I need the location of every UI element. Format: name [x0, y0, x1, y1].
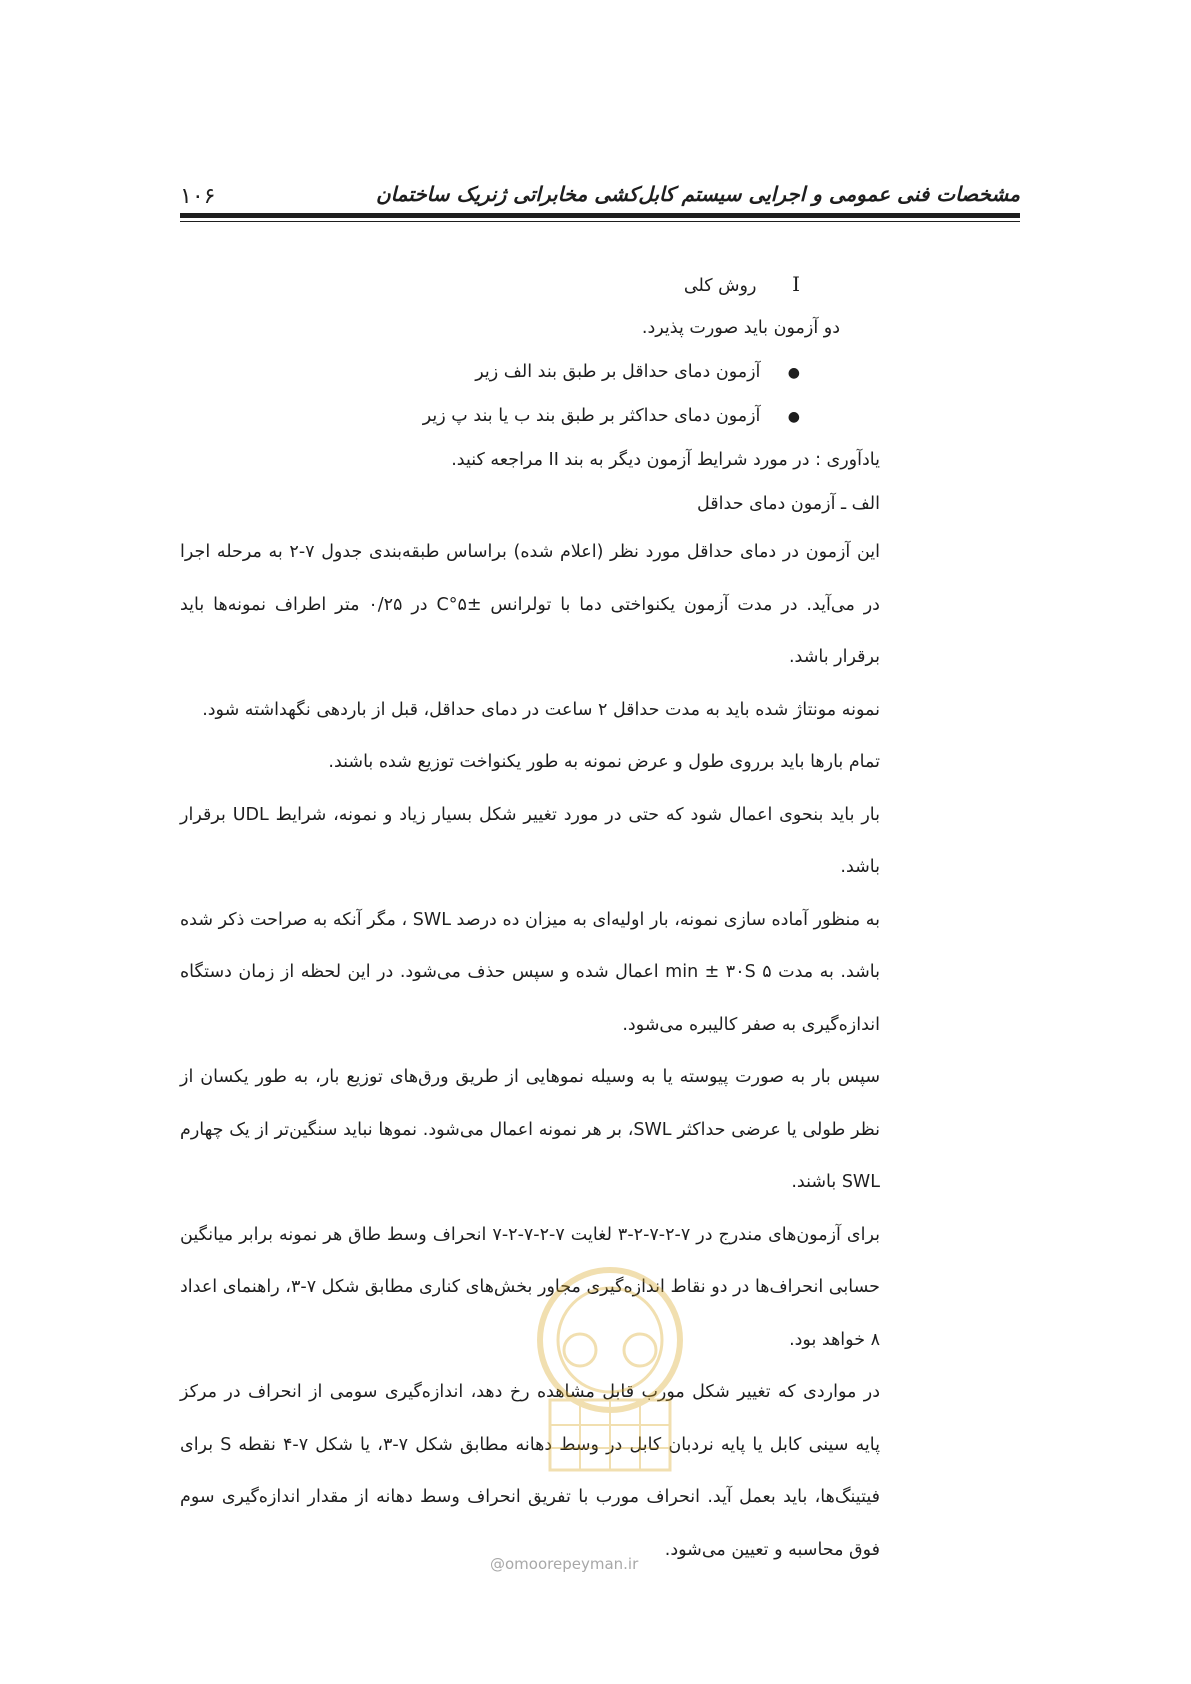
body-paragraph: تمام بارها باید برروی طول و عرض نمونه به طور یکنواخت توزیع شده باشند.	[328, 752, 880, 772]
running-title: مشخصات فنی عمومی و اجرایی سیستم کابل‌کشی مخابراتی ژنریک ساختمان	[375, 182, 1020, 206]
bullet-item	[180, 350, 800, 394]
section-heading	[180, 262, 800, 306]
intro-text: دو آزمون باید صورت پذیرد.	[641, 318, 840, 338]
page-body	[180, 262, 880, 1576]
bullet-text: آزمون دمای حداکثر بر طبق بند ب یا بند پ زیر	[422, 406, 761, 426]
bullet-dot-icon: ●	[787, 365, 800, 381]
body-paragraph: این آزمون در دمای حداقل مورد نظر (اعلام شده) براساس طبقه‌بندی جدول ۷-۲ به مرحله اجرا در می‌آید. در مدت آزمون یکنواختی دما با تولرانس ±۵°C در ۰/۲۵ متر اطراف نمونه‌ها باید برقرار باشد.	[180, 542, 880, 667]
body-paragraph: در مواردی که تغییر شکل مورب قابل مشاهده رخ دهد، اندازه‌گیری سومی از انحراف در مرکز پایه سینی کابل یا پایه نردبان کابل در وسط دهانه مطابق شکل ۷-۳، یا شکل ۷-۴ نقطه S برای فیتینگ‌ها، باید بعمل آید. انحراف مورب با تفریق انحراف وسط دهانه از مقدار اندازه‌گیری سوم فوق محاسبه و تعیین می‌شود.	[180, 1382, 881, 1560]
bullet-item	[180, 394, 800, 438]
bullet-dot-icon: ●	[787, 409, 800, 425]
header-rule-thin	[180, 221, 1020, 222]
page-number: ۱۰۶	[180, 184, 216, 209]
header-rule-thick	[180, 213, 1020, 218]
watermark-url: @omoorepeyman.ir	[490, 1555, 639, 1573]
body-paragraph: بار باید بنحوی اعمال شود که حتی در مورد تغییر شکل بسیار زیاد و نمونه، شرایط UDL برقرار باشد.	[180, 804, 880, 877]
body-paragraph: برای آزمون‌های مندرج در ۷-۲-۷-۲-۳ لغایت ۷-۲-۷-۲-۷ انحراف وسط طاق هر نمونه برابر میانگین حسابی انحراف‌ها در دو نقاط اندازه‌گیری مجاور بخش‌های کناری مطابق شکل ۷-۳، راهنمای اعداد ۸ خواهد بود.	[180, 1224, 880, 1350]
subsection-heading: الف ـ آزمون دمای حداقل	[697, 494, 880, 514]
note-text: یادآوری : در مورد شرایط آزمون دیگر به بند II مراجعه کنید.	[451, 450, 880, 470]
body-paragraph: به منظور آماده سازی نمونه، بار اولیه‌ای به میزان ده درصد SWL ، مگر آنکه به صراحت ذکر شده باشد. به مدت ۵ min ± ۳۰S اعمال شده و سپس حذف می‌شود. در این لحظه از زمان دستگاه اندازه‌گیری به صفر کالیبره می‌شود.	[180, 909, 881, 1035]
body-paragraph: سپس بار به صورت پیوسته یا به وسیله نموهایی از طریق ورق‌های توزیع بار، به طور یکسان از نظر طولی یا عرضی حداکثر SWL، بر هر نمونه اعمال می‌شود. نموها نباید سنگین‌تر از یک چهارم SWL باشند.	[180, 1067, 881, 1192]
section-number: I	[792, 272, 800, 296]
body-paragraph: نمونه مونتاژ شده باید به مدت حداقل ۲ ساعت در دمای حداقل، قبل از باردهی نگهداشته شود.	[202, 699, 880, 720]
section-title: روش کلی	[683, 276, 757, 296]
bullet-text: آزمون دمای حداقل بر طبق بند الف زیر	[475, 362, 761, 382]
